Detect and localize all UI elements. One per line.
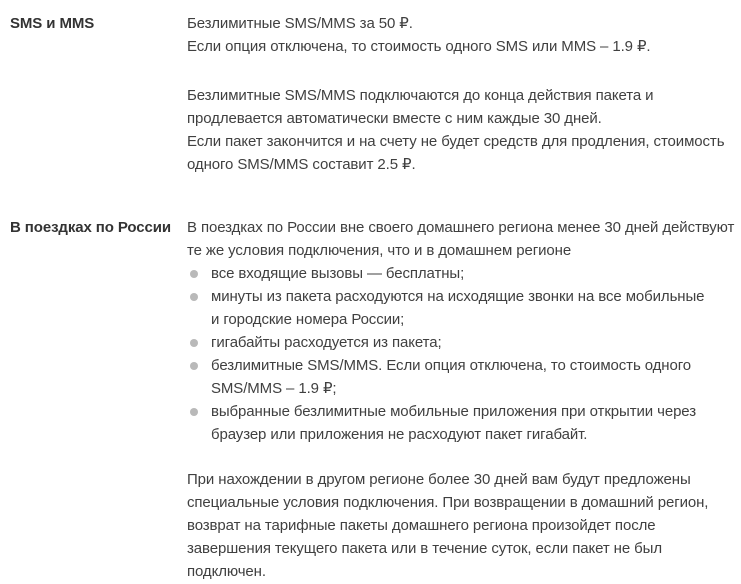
text-line: завершения текущего пакета или в течение суток, если пакет не был <box>187 540 662 557</box>
text-line: специальные условия подключения. При возвращении в домашний регион, <box>187 494 709 511</box>
text-line: возврат на тарифные пакеты домашнего региона произойдет после <box>187 517 656 534</box>
text-line: гигабайты расходуется из пакета; <box>211 334 442 351</box>
text-line: и городские номера России; <box>211 311 405 328</box>
paragraph-sms-price <box>187 12 741 58</box>
row-label-travel-russia: В поездках по России <box>10 219 172 236</box>
paragraph-travel-outro <box>187 468 741 583</box>
text-line: Если опция отключена, то стоимость одного SMS или MMS – 1.9 ₽. <box>187 38 651 55</box>
bullet-icon <box>190 293 198 301</box>
text-line: выбранные безлимитные мобильные приложения при открытии через <box>211 403 696 420</box>
list-item <box>187 354 741 400</box>
list-item <box>187 400 741 446</box>
list-item-text <box>211 262 464 285</box>
text-line: безлимитные SMS/MMS. Если опция отключена, то стоимость одного <box>211 357 691 374</box>
paragraph-travel-intro <box>187 216 741 262</box>
row-sms-mms <box>0 12 741 176</box>
paragraph-sms-renewal <box>187 84 741 176</box>
text-line: минуты из пакета расходуются на исходящие звонки на все мобильные <box>211 288 705 305</box>
travel-conditions-list <box>187 262 741 446</box>
bullet-icon <box>190 408 198 416</box>
list-item-text <box>211 354 691 400</box>
text-line: подключен. <box>187 563 266 580</box>
row-label-sms-mms: SMS и MMS <box>10 15 95 32</box>
text-line: те же условия подключения, что и в домашнем регионе <box>187 242 572 259</box>
text-line: одного SMS/MMS составит 2.5 ₽. <box>187 156 416 173</box>
text-line: При нахождении в другом регионе более 30 дней вам будут предложены <box>187 471 691 488</box>
bullet-icon <box>190 339 198 347</box>
row-content-travel-russia <box>187 216 741 583</box>
row-travel-russia <box>0 216 741 583</box>
list-item-text <box>211 331 442 354</box>
text-line: В поездках по России вне своего домашнего региона менее 30 дней действуют <box>187 219 735 236</box>
text-line: Если пакет закончится и на счету не будет средств для продления, стоимость <box>187 133 725 150</box>
bullet-icon <box>190 362 198 370</box>
row-content-sms-mms <box>187 12 741 176</box>
text-line: SMS/MMS – 1.9 ₽; <box>211 380 337 397</box>
list-item <box>187 285 741 331</box>
text-line: Безлимитные SMS/MMS за 50 ₽. <box>187 15 413 32</box>
text-line: продлевается автоматически вместе с ним каждые 30 дней. <box>187 110 602 127</box>
text-line: браузер или приложения не расходуют пакет гигабайт. <box>211 426 588 443</box>
text-line: Безлимитные SMS/MMS подключаются до конца действия пакета и <box>187 87 654 104</box>
list-item <box>187 331 741 354</box>
list-item-text <box>211 400 696 446</box>
list-item-text <box>211 285 704 331</box>
list-item <box>187 262 741 285</box>
bullet-icon <box>190 270 198 278</box>
text-line: все входящие вызовы — бесплатны; <box>211 265 465 282</box>
